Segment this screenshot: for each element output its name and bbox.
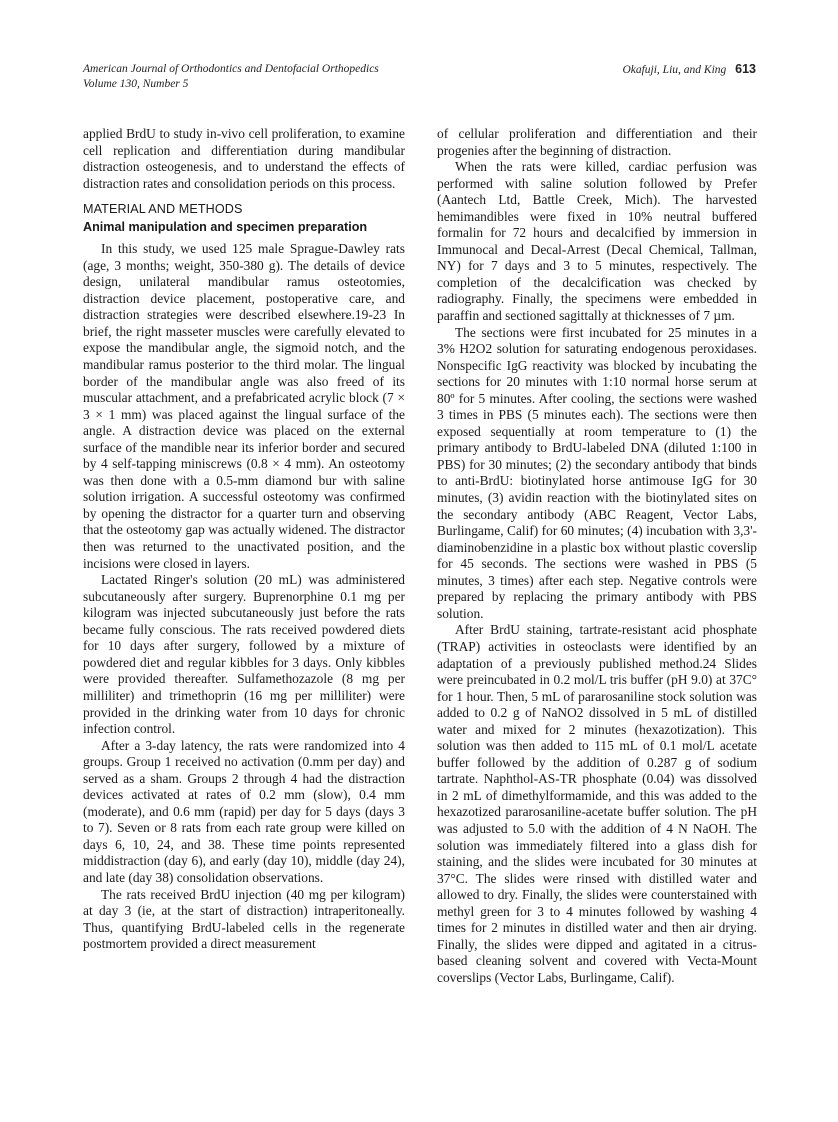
paragraph: In this study, we used 125 male Sprague-Dawley rats (age, 3 months; weight, 350-380 g). The details of device design, unilateral mandibular ramus osteotomies, distraction device placement, postoperative care, and distraction strategies were described elsewhere.19-23 In brief, the right masseter muscles were carefully elevated to expose the mandibular angle, the sigmoid notch, and the mandibular ramus posterior to the third molar. The lingual border of the mandibular angle was also freed of its muscular attachment, and a prefabricated acrylic block (7 × 3 × 1 mm) was placed against the lingual surface of the angle. A distraction device was placed on the external surface of the mandible near its inferior border and secured by 4 self-tapping miniscrews (0.8 × 4 mm). An osteotomy was then done with a 0.5-mm diamond bur with saline solution irrigation. A successful osteotomy was confirmed by opening the distractor for a quarter turn and observing that the osteotomy gap was actually widened. The distractor then was returned to the unactivated position, and the incisions were closed in layers.: [83, 241, 405, 571]
page-number: 613: [735, 62, 756, 76]
section-heading: MATERIAL AND METHODS: [83, 202, 243, 217]
intro-continuation: applied BrdU to study in-vivo cell proliferation, to examine cell replication and differentiation during mandibular distraction osteogenesis, and to understand the effects of distraction rates and consolidation periods on this process.: [83, 126, 405, 191]
paragraph: When the rats were killed, cardiac perfusion was performed with saline solution followed by Prefer (Aantech Ltd, Battle Creek, Mich). The harvested hemimandibles were fixed in 10% neutral buffered formalin for 72 hours and decalcified by immersion in Immunocal and Decal-Arrest (Decal Chemical, Tallman, NY) for 7 days and 3 to 5 minutes, respectively. The completion of the decalcification was checked by radiography. Finally, the specimens were embedded in paraffin and sectioned sagittally at thicknesses of 7 µm.: [437, 159, 757, 324]
journal-title: American Journal of Orthodontics and Dentofacial Orthopedics: [83, 63, 379, 75]
subsection-heading: Animal manipulation and specimen preparation: [83, 220, 368, 235]
paragraph: The rats received BrdU injection (40 mg per kilogram) at day 3 (ie, at the start of distraction) intraperitoneally. Thus, quantifying BrdU-labeled cells in the regenerate postmortem provided a direct measurement: [83, 886, 405, 952]
left-column: [83, 126, 405, 953]
journal-volume: Volume 130, Number 5: [83, 78, 189, 90]
paragraph: of cellular proliferation and differentiation and their progenies after the beginning of distraction.: [437, 126, 757, 158]
paragraph: Lactated Ringer's solution (20 mL) was administered subcutaneously after surgery. Buprenorphine 0.1 mg per kilogram was injected subcutaneously just before the rats became fully conscious. The rats received powdered diets for 10 days after surgery, followed by a mixture of powdered diet and regular kibbles for 3 days. Only kibbles were provided thereafter. Sulfamethozazole (8 mg per milliliter) and trimethoprin (16 mg per milliliter) were provided in the drinking water from 10 days for chronic infection control.: [83, 572, 405, 737]
paragraph: After a 3-day latency, the rats were randomized into 4 groups. Group 1 received no activation (0.mm per day) and served as a sham. Groups 2 through 4 had the distraction devices activated at rates of 0.2 mm (slow), 0.4 mm (moderate), and 0.6 mm (rapid) per day for 5 days (days 3 to 7). Seven or 8 rats from each rate group were killed on days 6, 10, 24, and 38. These time points represented middistraction (day 6), and early (day 10), middle (day 24), and late (day 38) consolidation observations.: [83, 737, 405, 885]
right-column: [437, 126, 757, 986]
paragraph: The sections were first incubated for 25 minutes in a 3% H2O2 solution for saturating endogenous peroxidases. Nonspecific IgG reactivity was blocked by incubating the sections for 20 minutes with 1:10 normal horse serum at 80º for 5 minutes. After cooling, the sections were washed 3 times in PBS (5 minutes each). The sections were then exposed sequentially at room temperature to (1) the primary antibody to BrdU-labeled DNA (diluted 1:100 in PBS) for 30 minutes; (2) the secondary antibody that binds to anti-BrdU: biotinylated horse antimouse IgG for 30 minutes, (3) avidin reaction with the biotinylated sites on the secondary antibody (ABC Reagent, Vector Labs, Burlingame, Calif) for 60 minutes; (4) incubation with 3,3'-diaminobenzidine in a plastic box without plastic coverslip for 45 seconds. The sections were washed in PBS (5 minutes, 3 times) after each step. Negative controls were prepared by replacing the primary antibody with PBS solution.: [437, 324, 757, 621]
running-header-journal: [83, 62, 379, 92]
running-header-authors: [622, 62, 756, 76]
paragraph: After BrdU staining, tartrate-resistant acid phosphate (TRAP) activities in osteoclasts were identified by an adaptation of a previously published method.24 Slides were preincubated in 0.2 mol/L tris buffer (pH 9.0) at 37C° for 1 hour. Then, 5 mL of pararosaniline stock solution was added to 0.2 g of NaNO2 dissolved in 5 mL of distilled water and mixed for 2 minutes (hexazotization). This solution was then added to 115 mL of 0.1 mol/L acetate buffer followed by the addition of 0.287 g of sodium tartrate. Naphthol-AS-TR phosphate (0.04) was dissolved in 2 mL of dimethylformamide, and this was added to the hexazotized pararosaniline-acetate buffer solution. The pH was adjusted to 5.0 with the addition of 4 N NaOH. The solution was immediately filtered into a glass dish for staining, and the slides were incubated for 30 minutes at 37°C. The slides were rinsed with distilled water and allowed to dry. Finally, the slides were counterstained with methyl green for 3 to 4 minutes followed by washing 4 times for 2 minutes in distilled water and then air drying. Finally, the slides were dipped and agitated in a citrus-based cleaning solvent and covered with Vecta-Mount coverslips (Vector Labs, Burlingame, Calif).: [437, 622, 757, 985]
author-names: Okafuji, Liu, and King: [622, 64, 727, 76]
